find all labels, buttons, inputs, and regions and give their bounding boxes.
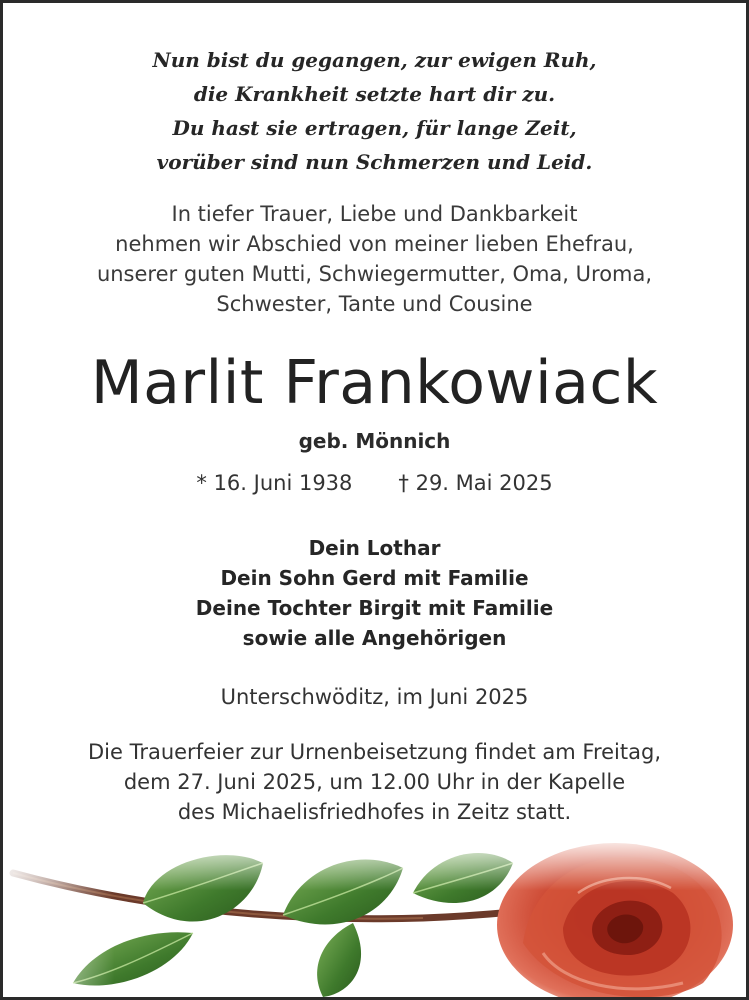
service-line: Die Trauerfeier zur Urnenbeisetzung findet am Freitag, — [87, 740, 661, 764]
memorial-poem — [3, 43, 746, 179]
mourning-intro — [3, 199, 746, 319]
mourner: Dein Sohn Gerd mit Familie — [220, 566, 529, 590]
birth-date: * 16. Juni 1938 — [196, 471, 353, 495]
mourners-list — [3, 533, 746, 653]
intro-line: Schwester, Tante und Cousine — [216, 292, 533, 316]
maiden-name: geb. Mönnich — [298, 429, 451, 453]
mourner: sowie alle Angehörigen — [242, 626, 507, 650]
life-dates — [3, 467, 746, 499]
poem-line: die Krankheit setzte hart dir zu. — [193, 82, 556, 106]
mourner: Deine Tochter Birgit mit Familie — [195, 596, 554, 620]
intro-line: In tiefer Trauer, Liebe und Dankbarkeit — [171, 202, 578, 226]
service-line: dem 27. Juni 2025, um 12.00 Uhr in der Kapelle — [123, 770, 626, 794]
rose-image — [3, 833, 746, 997]
poem-line: vorüber sind nun Schmerzen und Leid. — [156, 150, 593, 174]
mourner: Dein Lothar — [308, 536, 441, 560]
poem-line: Du hast sie ertragen, für lange Zeit, — [172, 116, 577, 140]
place-and-date: Unterschwöditz, im Juni 2025 — [220, 685, 529, 709]
deceased-name: Marlit Frankowiack — [90, 348, 659, 418]
funeral-service-info — [3, 737, 746, 827]
death-date: † 29. Mai 2025 — [398, 471, 553, 495]
service-line: des Michaelisfriedhofes in Zeitz statt. — [177, 800, 572, 824]
intro-line: unserer guten Mutti, Schwiegermutter, Oma, Uroma, — [96, 262, 653, 286]
poem-line: Nun bist du gegangen, zur ewigen Ruh, — [152, 48, 597, 72]
intro-line: nehmen wir Abschied von meiner lieben Ehefrau, — [115, 232, 634, 256]
